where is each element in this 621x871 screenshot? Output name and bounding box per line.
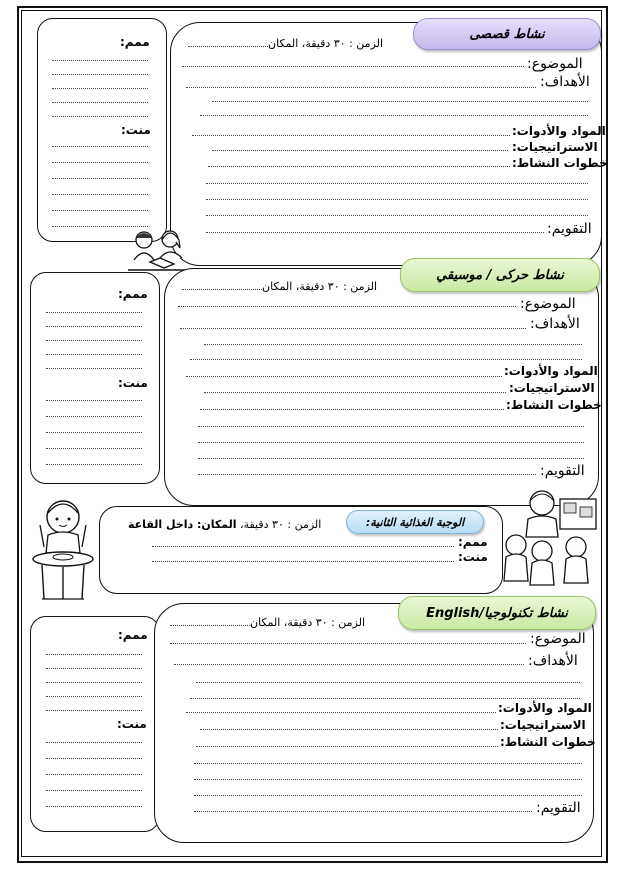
section2-banner: نشاط حركى / موسيقي	[400, 258, 600, 292]
section3-banner: نشاط تكنولوجيا/English	[398, 596, 596, 630]
section3-goals-label: الأهداف:	[528, 653, 578, 669]
section1-banner: نشاط قصصى	[413, 18, 601, 50]
section2-meta: الزمن : ٣٠ دقيقة، المكان	[182, 280, 377, 293]
section2-side-mmm-label: ممم:	[118, 287, 148, 301]
section1-topic-label: الموضوع:	[527, 56, 583, 72]
section2-strategies-label: الاستراتيجيات:	[509, 381, 595, 395]
section2-steps-label: خطوات النشاط:	[506, 398, 602, 412]
section1-side-mnt-label: منت:	[121, 123, 151, 137]
section3-meta: الزمن : ٣٠ دقيقة، المكان	[170, 616, 365, 629]
section3-topic-label: الموضوع:	[530, 631, 586, 647]
section1-materials-label: المواد والأدوات:	[512, 124, 606, 138]
child-eating-illustration	[30, 495, 96, 607]
section3-steps-label: خطوات النشاط:	[500, 735, 596, 749]
section1-steps-label: خطوات النشاط:	[512, 156, 608, 170]
children-group-illustration	[498, 485, 602, 589]
section3-side-mmm-label: ممم:	[118, 628, 148, 642]
section3-strategies-label: الاستراتيجيات:	[500, 718, 586, 732]
section2-evaluation-label: التقويم:	[540, 463, 585, 479]
section3-materials-label: المواد والأدوات:	[498, 701, 592, 715]
section3-side-mnt-label: منت:	[117, 717, 147, 731]
section2-materials-label: المواد والأدوات:	[504, 364, 598, 378]
section2-topic-label: الموضوع:	[520, 296, 576, 312]
snack-mnt-label: منت:	[458, 550, 488, 564]
section2-goals-label: الأهداف:	[530, 316, 580, 332]
section1-side-mmm-label: ممم:	[120, 35, 150, 49]
snack-mmm-label: ممم:	[458, 535, 488, 549]
section1-meta: الزمن : ٣٠ دقيقة، المكان	[188, 37, 383, 50]
section2-side-mnt-label: منت:	[118, 376, 148, 390]
section1-strategies-label: الاستراتيجيات:	[512, 140, 598, 154]
section1-goals-label: الأهداف:	[540, 74, 590, 90]
snack-banner: الوجبة الغذائية الثانية:	[346, 510, 484, 534]
section3-evaluation-label: التقويم:	[536, 800, 581, 816]
snack-meta: الزمن : ٣٠ دقيقة، المكان: داخل القاعة	[128, 518, 322, 531]
section1-evaluation-label: التقويم:	[547, 221, 592, 237]
